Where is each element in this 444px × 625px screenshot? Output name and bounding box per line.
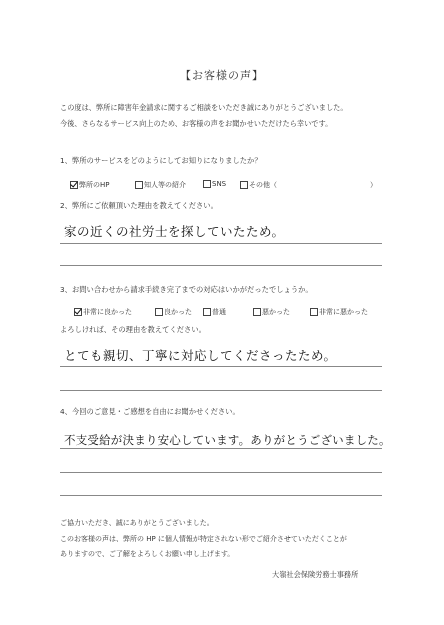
q1-option-sns[interactable] [203, 180, 226, 188]
q1-option-label: 知人等の紹介 [144, 181, 186, 189]
q1-other-close: ） [370, 181, 377, 189]
checkbox-icon[interactable] [155, 308, 163, 316]
q3-handwritten-answer: とても親切、丁寧に対応してくださったため。 [64, 348, 337, 363]
checkbox-icon[interactable] [203, 308, 211, 316]
question-4: 4、今回のご意見・ご感想を自由にお聞かせください。 [60, 407, 240, 416]
answer-line [60, 265, 382, 266]
q3-option-label: 非常に良かった [83, 308, 132, 316]
q3-option-label: 普通 [212, 308, 226, 316]
q3-option-good[interactable] [155, 307, 192, 317]
q3-option-bad[interactable] [253, 307, 290, 317]
q4-handwritten-answer: 不支受給が決まり安心しています。ありがとうございました。 [64, 433, 391, 447]
q3-option-label: 良かった [164, 308, 192, 316]
answer-line [60, 448, 382, 449]
question-1: 1、弊所のサービスをどのようにしてお知りになりましたか？ [60, 156, 262, 165]
answer-line [60, 243, 382, 244]
answer-line [60, 495, 382, 496]
q3-option-very-good[interactable] [74, 307, 132, 317]
q1-option-referral[interactable] [135, 180, 186, 190]
checkbox-icon[interactable] [135, 181, 143, 189]
footer-line-2: このお客様の声は、弊所の HP に個人情報が特定されない形でご紹介させていただくことが [60, 535, 347, 543]
q3-option-very-bad[interactable] [310, 307, 368, 317]
q1-option-other[interactable] [240, 180, 277, 190]
answer-line [60, 366, 382, 367]
checkbox-icon[interactable] [240, 181, 248, 189]
answer-line [60, 390, 382, 391]
q1-option-label: SNS [212, 180, 227, 188]
intro-line-1: この度は、弊所に障害年金請求に関するご相談をいただき誠にありがとうございました。 [60, 103, 348, 112]
q1-option-label: その他（ [249, 181, 277, 189]
q1-option-label: 弊所のHP [79, 181, 110, 189]
q3-followup: よろしければ、その理由を教えてください。 [60, 325, 206, 334]
intro-line-2: 今後、さらなるサービス向上のため、お客様の声をお聞かせいただけたら幸いです。 [60, 119, 333, 128]
q3-option-label: 悪かった [262, 308, 290, 316]
checkbox-checked-icon[interactable] [70, 181, 78, 189]
checkbox-icon[interactable] [310, 308, 318, 316]
checkbox-icon[interactable] [203, 180, 211, 188]
answer-line [60, 472, 382, 473]
q3-option-normal[interactable] [203, 307, 226, 317]
question-2: 2、弊所にご依頼頂いた理由を教えてください。 [60, 201, 218, 210]
checkbox-icon[interactable] [253, 308, 261, 316]
checkbox-checked-icon[interactable] [74, 308, 82, 316]
office-signature: 大嶺社会保険労務士事務所 [272, 570, 359, 579]
page-title: 【お客様の声】 [180, 69, 264, 82]
footer-line-3: ありますので、ご了解をよろしくお願い申し上げます。 [60, 550, 235, 558]
question-3: 3、お問い合わせから請求手続き完了までの対応はいかがだったでしょうか。 [60, 285, 313, 294]
q3-option-label: 非常に悪かった [319, 308, 368, 316]
q1-option-hp[interactable] [70, 180, 110, 190]
footer-line-1: ご協力いただき、誠にありがとうございました。 [60, 519, 214, 527]
q2-handwritten-answer: 家の近くの社労士を探していたため。 [64, 224, 285, 239]
